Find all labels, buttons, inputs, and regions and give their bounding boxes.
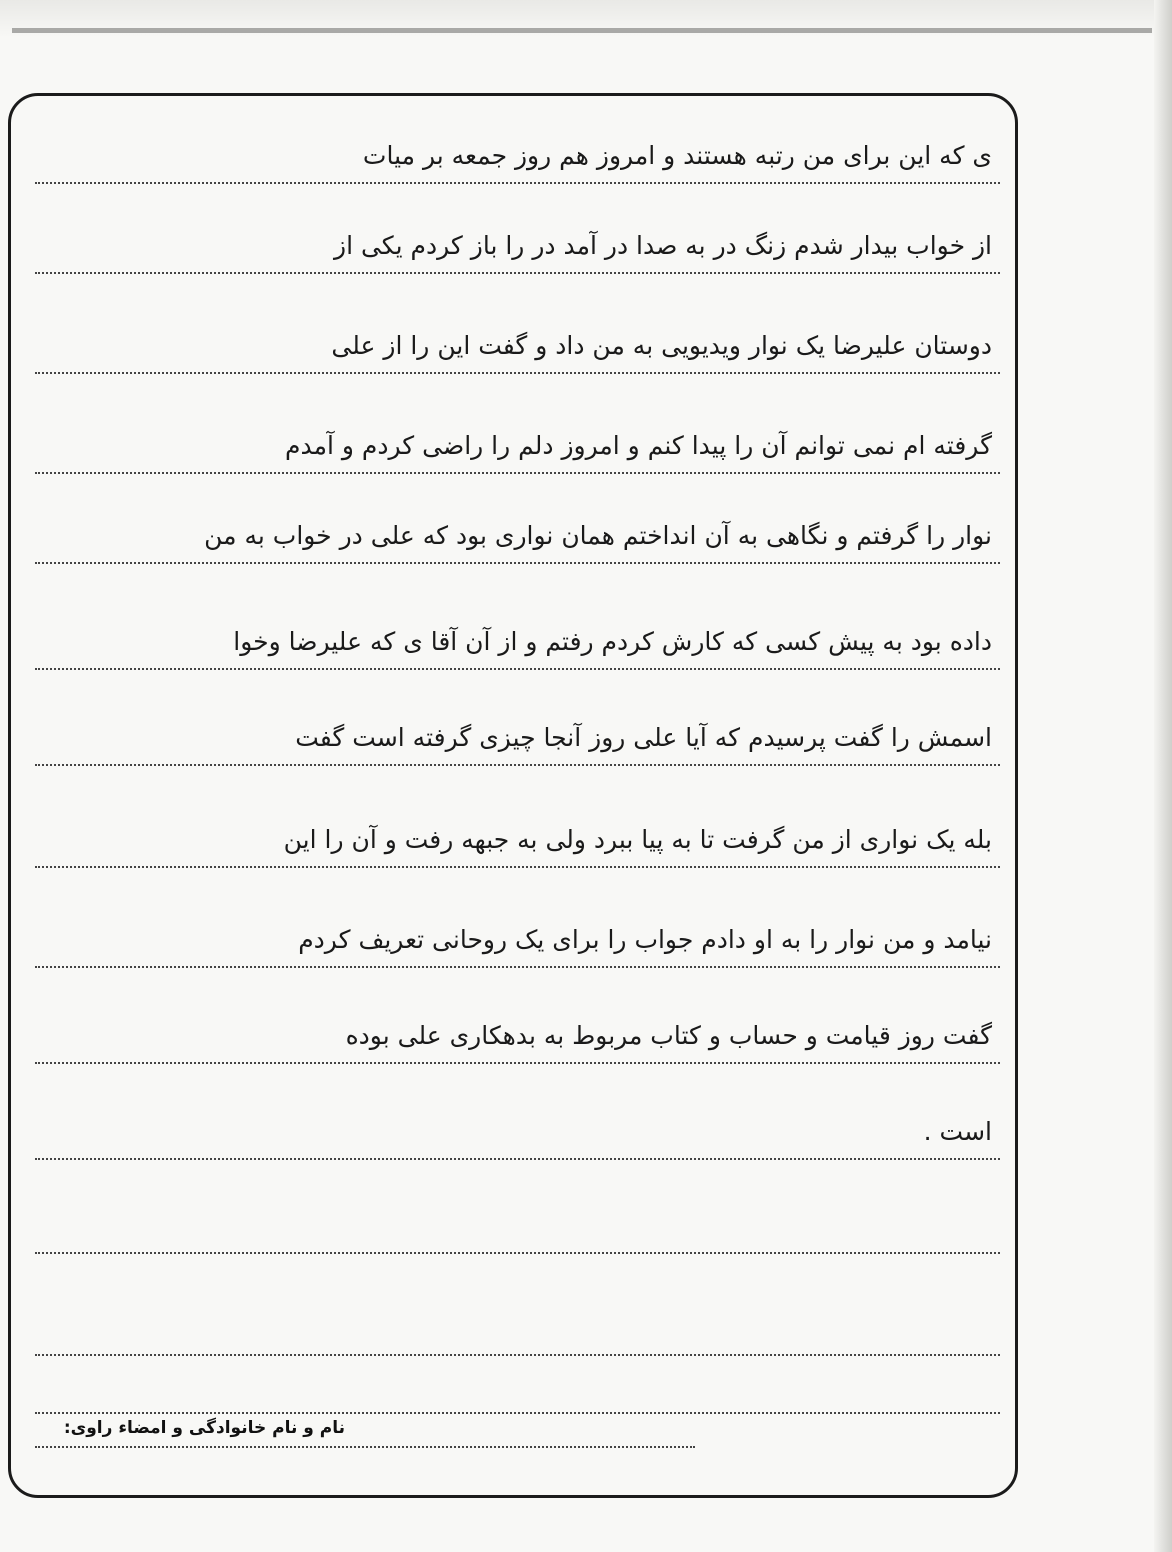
handwritten-line-6: داده بود به پیش کسی که کارش کردم رفتم و از آن آقا ی که علیرضا وخوا bbox=[35, 614, 1000, 670]
narrator-signature-label: نام و نام خانوادگی و امضاء راوی: bbox=[63, 1418, 345, 1438]
top-rule bbox=[12, 28, 1152, 33]
handwritten-line-11: است . bbox=[35, 1104, 1000, 1160]
handwritten-line-4: گرفته ام نمی توانم آن را پیدا کنم و امروز دلم را راضی کردم و آمدم bbox=[35, 418, 1000, 474]
blank-line-13 bbox=[35, 1300, 1000, 1356]
handwritten-line-10: گفت روز قیامت و حساب و کتاب مربوط به بدهکاری علی بوده bbox=[35, 1008, 1000, 1064]
narrator-signature-row bbox=[35, 1410, 1000, 1450]
handwritten-line-3: دوستان علیرضا یک نوار ویدیویی به من داد و گفت این را از علی bbox=[35, 318, 1000, 374]
blank-line-12 bbox=[35, 1198, 1000, 1254]
handwritten-line-2: از خواب بیدار شدم زنگ در به صدا در آمد در را باز کردم یکی از bbox=[35, 218, 1000, 274]
handwritten-line-7: اسمش را گفت پرسیدم که آیا علی روز آنجا چیزی گرفته است گفت bbox=[35, 710, 1000, 766]
blank-line-14 bbox=[35, 1358, 1000, 1414]
form-frame bbox=[8, 93, 1018, 1498]
handwritten-line-8: بله یک نواری از من گرفت تا به پیا ببرد ولی به جبهه رفت و آن را این bbox=[35, 812, 1000, 868]
narrator-signature-field[interactable] bbox=[35, 1446, 695, 1448]
scan-right-shadow bbox=[1154, 0, 1172, 1552]
handwritten-line-9: نیامد و من نوار را به او دادم جواب را برای یک روحانی تعریف کردم bbox=[35, 912, 1000, 968]
handwritten-line-1: ی کە این برای من رتبە هستند و امروز هم روز جمعه بر میات bbox=[35, 128, 1000, 184]
handwritten-line-5: نوار را گرفتم و نگاهی به آن انداختم همان نواری بود که علی در خواب به من bbox=[35, 508, 1000, 564]
